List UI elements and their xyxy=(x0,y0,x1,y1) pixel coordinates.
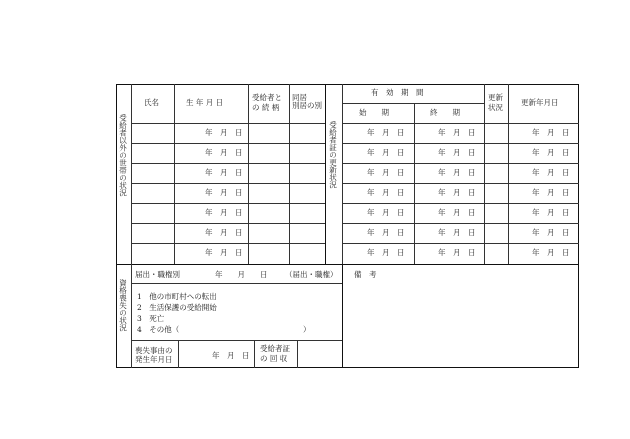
grid-line xyxy=(131,264,132,368)
row-birth-date: 年 月 日 xyxy=(205,128,243,137)
grid-line xyxy=(248,84,249,264)
renew-date: 年 月 日 xyxy=(532,248,570,257)
header-end: 終 期 xyxy=(430,108,460,117)
grid-line xyxy=(342,143,579,144)
occurrence-date: 年 月 日 xyxy=(212,351,250,360)
start-date: 年 月 日 xyxy=(367,208,405,217)
header-birth: 生 年 月 日 xyxy=(186,98,224,107)
remarks-label: 備 考 xyxy=(354,270,377,279)
end-date: 年 月 日 xyxy=(438,148,476,157)
end-date: 年 月 日 xyxy=(438,128,476,137)
notice-type-label: 届出・職権別 xyxy=(135,270,180,279)
header-status-line1: 更新 xyxy=(488,93,503,102)
header-relation-line1: 受給者と xyxy=(252,93,282,102)
grid-line xyxy=(131,340,342,341)
renew-date: 年 月 日 xyxy=(532,228,570,237)
grid-line xyxy=(342,163,579,164)
grid-line xyxy=(289,84,290,264)
header-relation-line2: の 続 柄 xyxy=(252,103,280,112)
header-household-line1: 同居 xyxy=(292,93,307,102)
grid-line xyxy=(342,183,579,184)
grid-line xyxy=(342,223,579,224)
start-date: 年 月 日 xyxy=(367,148,405,157)
grid-line xyxy=(342,103,484,104)
grid-line xyxy=(131,283,342,284)
start-date: 年 月 日 xyxy=(367,248,405,257)
left-section-title: 受給者以外の世帯の状況 xyxy=(118,114,128,197)
grid-line xyxy=(508,84,509,264)
header-start: 始 期 xyxy=(359,108,389,117)
renew-date: 年 月 日 xyxy=(532,148,570,157)
grid-line xyxy=(178,340,179,368)
grid-line xyxy=(131,223,325,224)
collection-label-line1: 受給者証 xyxy=(260,344,290,353)
reason-close-paren: ） xyxy=(303,325,311,334)
start-date: 年 月 日 xyxy=(367,188,405,197)
grid-line xyxy=(131,243,325,244)
grid-line xyxy=(174,84,175,264)
row-birth-date: 年 月 日 xyxy=(205,248,243,257)
notice-type-options: （届出・職権） xyxy=(285,270,338,279)
end-date: 年 月 日 xyxy=(438,168,476,177)
section-divider xyxy=(116,264,579,265)
renew-date: 年 月 日 xyxy=(532,188,570,197)
certificate-form xyxy=(116,84,579,368)
start-date: 年 月 日 xyxy=(367,228,405,237)
grid-line xyxy=(297,340,298,368)
row-birth-date: 年 月 日 xyxy=(205,188,243,197)
renew-date: 年 月 日 xyxy=(532,168,570,177)
reason-item: 1 他の市町村への転出 xyxy=(137,292,217,301)
renew-date: 年 月 日 xyxy=(532,208,570,217)
bottom-divider-vertical xyxy=(342,264,343,368)
grid-line xyxy=(342,123,579,124)
notice-date: 年 月 日 xyxy=(215,270,268,279)
right-section-title: 受給者証の更新状況 xyxy=(328,121,338,189)
end-date: 年 月 日 xyxy=(438,248,476,257)
header-name: 氏名 xyxy=(144,98,159,107)
grid-line xyxy=(131,183,325,184)
occurrence-label-line1: 喪失事由の xyxy=(135,346,173,355)
grid-line xyxy=(484,84,485,264)
grid-line xyxy=(131,123,325,124)
reason-item: 4 その他（ xyxy=(137,325,180,334)
row-birth-date: 年 月 日 xyxy=(205,148,243,157)
header-renew-date: 更新年月日 xyxy=(521,98,559,107)
grid-line xyxy=(342,84,343,264)
grid-line xyxy=(131,143,325,144)
row-birth-date: 年 月 日 xyxy=(205,228,243,237)
row-birth-date: 年 月 日 xyxy=(205,168,243,177)
header-status-line2: 状況 xyxy=(488,103,503,112)
grid-line xyxy=(131,84,132,264)
start-date: 年 月 日 xyxy=(367,128,405,137)
end-date: 年 月 日 xyxy=(438,228,476,237)
row-birth-date: 年 月 日 xyxy=(205,208,243,217)
grid-line xyxy=(131,203,325,204)
grid-line xyxy=(131,163,325,164)
grid-line xyxy=(342,203,579,204)
start-date: 年 月 日 xyxy=(367,168,405,177)
grid-line xyxy=(342,243,579,244)
grid-line xyxy=(254,340,255,368)
collection-label-line2: の 回 収 xyxy=(260,354,288,363)
reason-item: 3 死亡 xyxy=(137,314,165,323)
section-divider-vertical xyxy=(325,84,326,264)
header-household-line2: 別居の別 xyxy=(292,101,322,110)
end-date: 年 月 日 xyxy=(438,208,476,217)
occurrence-label-line2: 発生年月日 xyxy=(135,355,173,364)
header-validity: 有 効 期 間 xyxy=(371,88,424,97)
loss-section-title: 資格喪失の状況 xyxy=(118,279,128,332)
reason-item: 2 生活保護の受給開始 xyxy=(137,303,217,312)
end-date: 年 月 日 xyxy=(438,188,476,197)
renew-date: 年 月 日 xyxy=(532,128,570,137)
